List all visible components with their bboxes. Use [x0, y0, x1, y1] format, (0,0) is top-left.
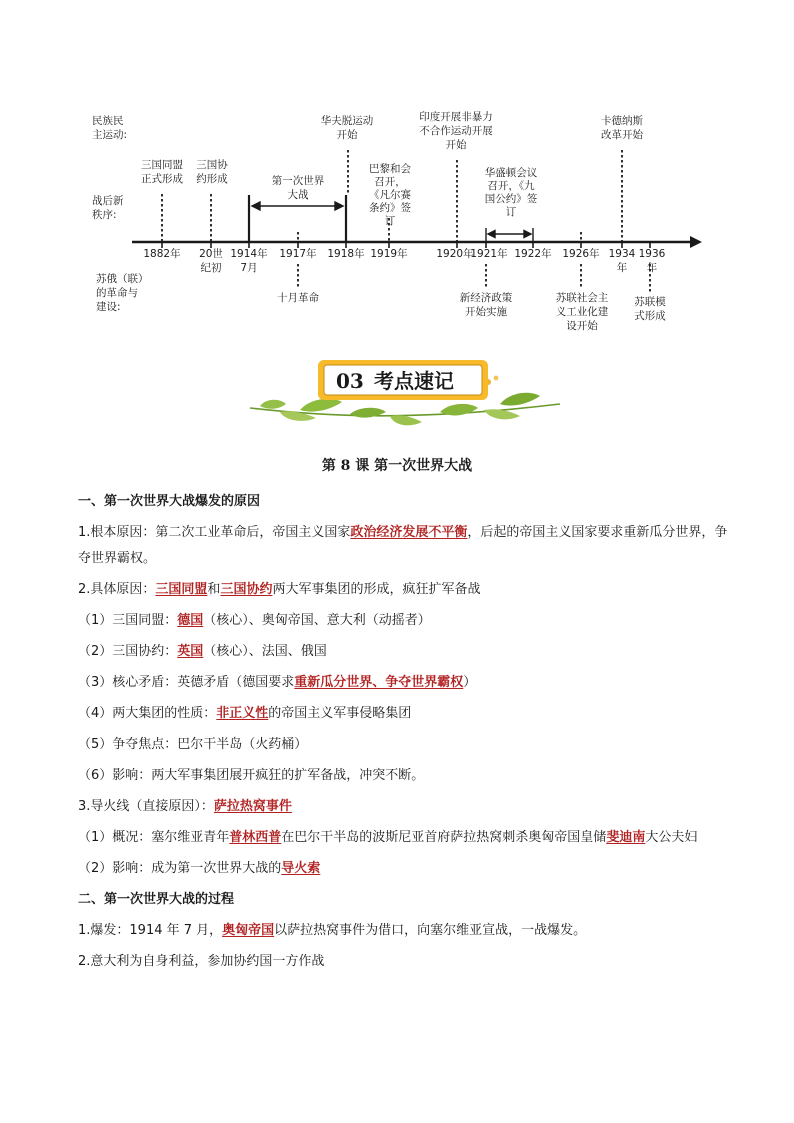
- paragraph: [78, 636, 738, 667]
- tick-label-1919: 1919年: [370, 248, 408, 260]
- tick-label-1936: 1936 年: [638, 248, 666, 274]
- tick-label-1918: 1918年: [327, 248, 365, 260]
- tick-label-1882: 1882年: [143, 248, 181, 260]
- text-span: （核心）、奥匈帝国、意大利（动摇者）: [203, 613, 431, 628]
- tick-label-1922: 1922年: [514, 248, 552, 260]
- lesson-title: 第 8 课 第一次世界大战: [321, 458, 473, 474]
- section-badge: [240, 352, 570, 430]
- paragraph: 2.意大利为自身利益，参加协约国一方作战: [78, 954, 325, 969]
- paragraph: [78, 822, 738, 853]
- key-term: 重新瓜分世界、争夺世界霸权: [294, 675, 464, 690]
- key-term: 英国: [177, 644, 204, 659]
- tick-label-1921: 1921年: [470, 248, 508, 260]
- text-span: （2）影响：成为第一次世界大战的: [78, 861, 282, 876]
- event-october-revolution-label: 十月革命: [277, 292, 319, 304]
- paragraph: [78, 791, 738, 822]
- paragraph: [78, 517, 738, 574]
- text-span: 1.爆发：1914 年 7 月，: [78, 923, 223, 938]
- event-india-label: 印度开展非暴力不合作运动开展开始: [419, 111, 493, 151]
- tick-label-1914: 1914年 7月: [230, 248, 268, 274]
- text-span: 以萨拉热窝事件为借口，向塞尔维亚宣战，一战爆发。: [274, 923, 587, 938]
- row-label-national-movement: 民族民主运动:: [92, 115, 128, 141]
- event-cardenas-label: 卡德纳斯改革开始: [601, 115, 643, 141]
- span-1921-1922-arrow: [486, 228, 533, 242]
- event-washington-label: 华盛顿会议召开，《九国公约》签订: [484, 167, 538, 218]
- event-soviet-model-label: 苏联模式形成: [634, 296, 666, 322]
- paragraph: （6）影响：两大军事集团展开疯狂的扩军备战，冲突不断。: [78, 768, 425, 783]
- key-term: 三国同盟: [155, 582, 208, 597]
- text-span: （4）两大集团的性质：: [78, 706, 217, 721]
- text-span: （核心）、法国、俄国: [203, 644, 327, 659]
- key-term: 萨拉热窝事件: [213, 799, 292, 814]
- text-span: （1）三国同盟：: [78, 613, 178, 628]
- tick-label-1920: 1920年: [436, 248, 474, 260]
- key-term: 奥匈帝国: [222, 923, 275, 938]
- key-term: 德国: [177, 613, 204, 628]
- text-span: 和: [207, 582, 221, 597]
- paragraph: [78, 605, 738, 636]
- text-span: （3）核心矛盾：英德矛盾（德国要求: [78, 675, 295, 690]
- event-paris-label: 巴黎和会召开，《凡尔赛条约》签订: [369, 163, 411, 227]
- text-span: 两大军事集团的形成，疯狂扩军备战: [272, 582, 481, 597]
- history-timeline: [0, 0, 794, 340]
- key-term: 三国协约: [220, 582, 273, 597]
- key-term: 斐迪南: [606, 830, 646, 845]
- event-industrialization-label: 苏联社会主义工业化建设开始: [555, 292, 609, 332]
- section-heading: 二、第一次世界大战的过程: [78, 892, 235, 907]
- text-span: 3.导火线（直接原因）：: [78, 799, 214, 814]
- text-span: 1.根本原因：第二次工业革命后，帝国主义国家: [78, 525, 351, 540]
- event-ww1-label: 第一次世界大战: [271, 175, 325, 201]
- text-span: ，后起的帝国主义国家要求重新瓜分世界，争夺世界霸权。: [78, 525, 728, 566]
- text-span: ）: [463, 675, 477, 690]
- tick-label-1926: 1926年: [562, 248, 600, 260]
- event-triple-alliance-label: 三国同盟正式形成: [141, 159, 183, 185]
- text-span: 大公夫妇: [645, 830, 698, 845]
- paragraph: （5）争夺焦点：巴尔干半岛（火药桶）: [78, 737, 308, 752]
- paragraph: [78, 853, 738, 884]
- paragraph: [78, 574, 738, 605]
- text-span: 的帝国主义军事侵略集团: [268, 706, 412, 721]
- key-term: 导火索: [281, 861, 321, 876]
- event-gandhi-label: 华夫脱运动开始: [320, 115, 374, 141]
- key-term: 普林西普: [229, 830, 282, 845]
- study-notes: [78, 486, 738, 977]
- badge-text: 考点速记: [374, 369, 454, 393]
- tick-label-1917: 1917年: [279, 248, 317, 260]
- ww1-span-arrow: [252, 202, 343, 210]
- event-triple-entente-label: 三国协约形成: [196, 159, 228, 185]
- row-label-postwar-order: 战后新秩序:: [92, 195, 124, 221]
- badge-number: 03: [336, 369, 364, 393]
- key-term: 非正义性: [216, 706, 269, 721]
- text-span: （1）概况：塞尔维亚青年: [78, 830, 230, 845]
- key-term: 政治经济发展不平衡: [350, 525, 468, 540]
- text-span: 在巴尔干半岛的波斯尼亚首府萨拉热窝刺杀奥匈帝国皇储: [281, 830, 607, 845]
- row-label-soviet: 苏俄（联）的革命与建设:: [96, 273, 149, 313]
- event-nep-label: 新经济政策开始实施: [459, 292, 513, 318]
- text-span: 2.具体原因：: [78, 582, 156, 597]
- paragraph: [78, 915, 738, 946]
- paragraph: [78, 698, 738, 729]
- section-heading: 一、第一次世界大战爆发的原因: [78, 494, 261, 509]
- text-span: （2）三国协约：: [78, 644, 178, 659]
- timeline-axis-arrowhead: [690, 236, 702, 248]
- tick-label-1934: 1934 年: [608, 248, 636, 274]
- paragraph: [78, 667, 738, 698]
- tick-label-1900: 20世纪初: [199, 248, 223, 274]
